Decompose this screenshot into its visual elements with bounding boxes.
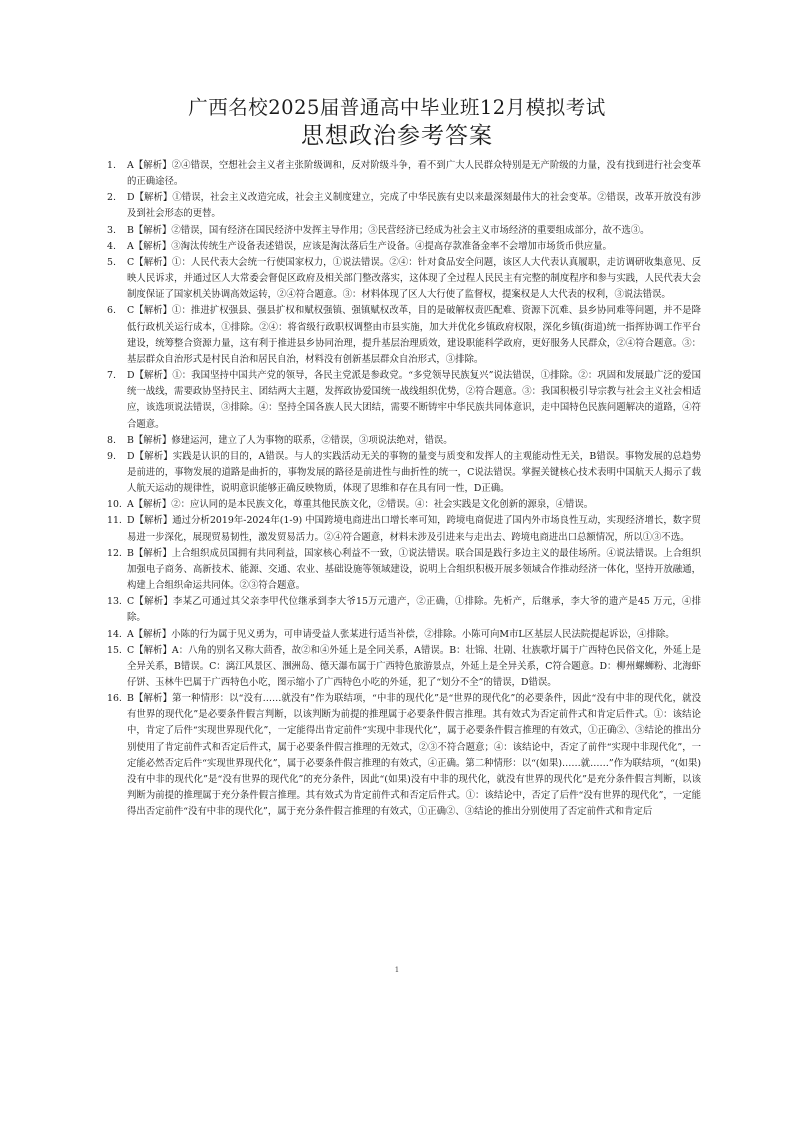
answer-item-14	[107, 627, 701, 643]
answer-text: A【解析】②④错误，空想社会主义者主张阶级调和，反对阶级斗争，看不到广大人民群众特别是无产阶级的力量，没有找到进行社会变革的正确途径。	[127, 160, 701, 188]
answer-number: 9.	[107, 450, 116, 462]
page-number: 1	[394, 966, 400, 974]
answer-text: A【解析】②：应认同的是本民族文化，尊重其他民族文化，②错误。④：社会实践是文化创新的源泉，④错误。	[127, 499, 594, 511]
answer-number: 10.	[107, 499, 122, 511]
answer-text: B【解析】上合组织成员国拥有共同利益，国家核心利益不一致，①说法错误。联合国是践行多边主义的最佳场所。④说法错误。上合组织加强电子商务、高新技术、能源、交通、农业、基础设施等领域建设，说明上合组织积极开展多领域合作推动经济一体化，坚持开放融通，构建上合组织命运共同体。②③符合题意。	[127, 547, 701, 592]
answer-number: 14.	[107, 628, 122, 640]
answer-item-1	[107, 158, 701, 190]
answer-item-7	[107, 368, 701, 433]
answer-item-4	[107, 239, 701, 255]
answer-text: C【解析】①：人民代表大会统一行使国家权力，①说法错误。②④：针对食品安全问题，该区人大代表认真履职，走访调研收集意见、反映人民诉求，并通过区人大常委会督促区政府及相关部门整改落实，这体现了全过程人民民主有完整的制度程序和参与实践，人民代表大会制度保证了国家机关协调高效运转，②④符合题意。③：材料体现了区人大行使了监督权，提案权是人大代表的权利，③说法错误。	[127, 256, 701, 301]
answer-text: A【解析】小陈的行为属于见义勇为，可申请受益人张某进行适当补偿，②排除。小陈可向M市L区基层人民法院提起诉讼，④排除。	[127, 628, 675, 640]
answer-number: 5.	[107, 256, 116, 268]
exam-title: 广西名校2025届普通高中毕业班12月模拟考试	[188, 96, 606, 119]
answer-text: D【解析】通过分析2019年-2024年(1-9) 中国跨境电商进出口增长率可知，跨境电商促进了国内外市场良性互动，实现经济增长，数字贸易进一步深化，展现贸易韧性，激发贸易活力。②④符合题意，材料未涉及引进来与走出去、跨境电商进出口总额情况，所以①③不选。	[127, 515, 701, 543]
answer-text: B【解析】修建运河，建立了人为事物的联系，②错误，③项说法绝对，错误。	[127, 434, 453, 446]
answer-item-13	[107, 594, 701, 626]
answer-number: 11.	[107, 515, 122, 527]
answer-item-8	[107, 433, 701, 449]
answer-item-9	[107, 449, 701, 497]
answer-text: C【解析】A：八角的别名又称大茴香，故②和④外延上是全同关系，A错误。B：壮锦、壮剧、壮族歌圩属于广西特色民俗文化，外延上是全异关系，B错误。C：漓江风景区、涠洲岛、德天瀑布属于广西特色旅游景点，外延上是全异关系，C符合题意。D：柳州螺蛳粉、北海虾仔饼、玉林牛巴属于广西特色小吃，图示缩小了广西特色小吃的外延，犯了“划分不全”的错误，D错误。	[127, 644, 701, 688]
answer-number: 7.	[107, 370, 116, 382]
answer-number: 12.	[107, 547, 122, 559]
answer-number: 16.	[107, 693, 122, 705]
answer-item-12	[107, 546, 701, 594]
answer-number: 13.	[107, 596, 122, 608]
answer-item-16	[107, 691, 701, 820]
answer-text: C【解析】①：推进扩权强县、强县扩权和赋权强镇、强镇赋权改革，目的是破解权责匹配难、资源下沉难、县乡协同难等问题，并不是降低行政机关运行成本，①排除。②④：将省级行政职权调整由市县实施，加大并优化乡镇政府权限，深化乡镇(街道)统一指挥协调工作平台建设，统筹整合资源力量，这有利于推进县乡协同治理，提升基层治理质效，建设职能科学政府，更好服务人民群众，②④符合题意。③：基层群众自治形式是村民自治和居民自治，材料没有创新基层群众自治形式，③排除。	[127, 305, 701, 365]
answer-item-5	[107, 255, 701, 303]
answer-text: D【解析】①：我国坚持中国共产党的领导，各民主党派是参政党。“多党领导民族复兴”说法错误，①排除。②：巩固和发展最广泛的爱国统一战线，需要政协坚持民主、团结两大主题，发挥政协爱国统一战线组织优势，②符合题意。③：我国积极引导宗教与社会主义社会相适应，该选项说法错误，③排除。④：坚持全国各族人民大团结，需要不断铸牢中华民族共同体意识，走中国特色民族问题解决的道路，④符合题意。	[127, 370, 701, 430]
answer-text: B【解析】②错误，国有经济在国民经济中发挥主导作用；③民营经济已经成为社会主义市场经济的重要组成部分，故不选③。	[127, 224, 650, 236]
answer-item-3	[107, 223, 701, 239]
answer-item-10	[107, 497, 701, 513]
answer-number: 8.	[107, 434, 116, 446]
answer-number: 1.	[107, 160, 116, 171]
answer-item-15	[107, 643, 701, 691]
answer-item-6	[107, 303, 701, 368]
answer-text: A【解析】③淘汰传统生产设备表述错误，应该是淘汰落后生产设备。④提高存款准备金率不会增加市场货币供应量。	[127, 240, 612, 252]
answer-text: D【解析】①错误，社会主义改造完成，社会主义制度建立，完成了中华民族有史以来最深刻最伟大的社会变革。②错误，改革开放没有涉及到社会形态的更替。	[127, 192, 701, 220]
answer-text: C【解析】李某乙可通过其父亲李甲代位继承到李大爷15万元遗产，②正确，①排除。先析产，后继承，李大爷的遗产是45 万元，④排除。	[127, 596, 701, 624]
answer-text: D【解析】实践是认识的目的，A错误。与人的实践活动无关的事物的量变与质变和发挥人的主观能动性无关，B错误。事物发展的总趋势是前进的，事物发展的道路是曲折的，事物发展的路径是前进性与曲折性的统一，C说法错误。掌握关键核心技术表明中国航天人揭示了载人航天运动的规律性，说明意识能够正确反映物质，体现了思维和存在具有同一性，D正确。	[127, 450, 701, 495]
answer-number: 3.	[107, 224, 116, 236]
document-title: 思想政治参考答案	[301, 123, 493, 149]
answer-number: 4.	[107, 240, 116, 252]
answer-item-2	[107, 190, 701, 222]
answer-number: 2.	[107, 192, 116, 204]
answer-number: 6.	[107, 305, 116, 317]
answer-text: B【解析】第一种情形：以“没有……就没有”作为联结项，“中非的现代化”是“世界的现代化”的必要条件，因此“没有中非的现代化，就没有世界的现代化”是必要条件假言判断，以该判断为前提的推理属于必要条件假言推理。其有效式为否定前件式和肯定后件式。①：该结论中，肯定了后件“实现世界现代化”，一定能得出肯定前件“实现中非现代化”，属于必要条件假言推理的有效式，①正确②、③结论的推出分别使用了肯定前件式和否定后件式，属于必要条件假言推理的无效式，②③不符合题意；④：该结论中，否定了前件“实现中非现代化”，一定能必然否定后件“实现世界现代化”，属于必要条件假言推理的有效式，④正确。第二种情形：以“(如果)……就……”作为联结项，“(如果)没有中非的现代化”是“没有世界的现代化”的充分条件，因此“(如果)没有中非的现代化，就没有世界的现代化”是充分条件假言判断，以该判断为前提的推理属于充分条件假言推理。其有效式为肯定前件式和否定后件式。①：该结论中，否定了后件“没有世界的现代化”，一定能得出否定前件“没有中非的现代化”，属于充分条件假言推理的有效式，①正确②、③结论的推出分别使用了否定前件式和肯定后	[127, 693, 701, 818]
answer-number: 15.	[107, 644, 122, 656]
answer-list	[107, 158, 701, 820]
answer-item-11	[107, 513, 701, 545]
